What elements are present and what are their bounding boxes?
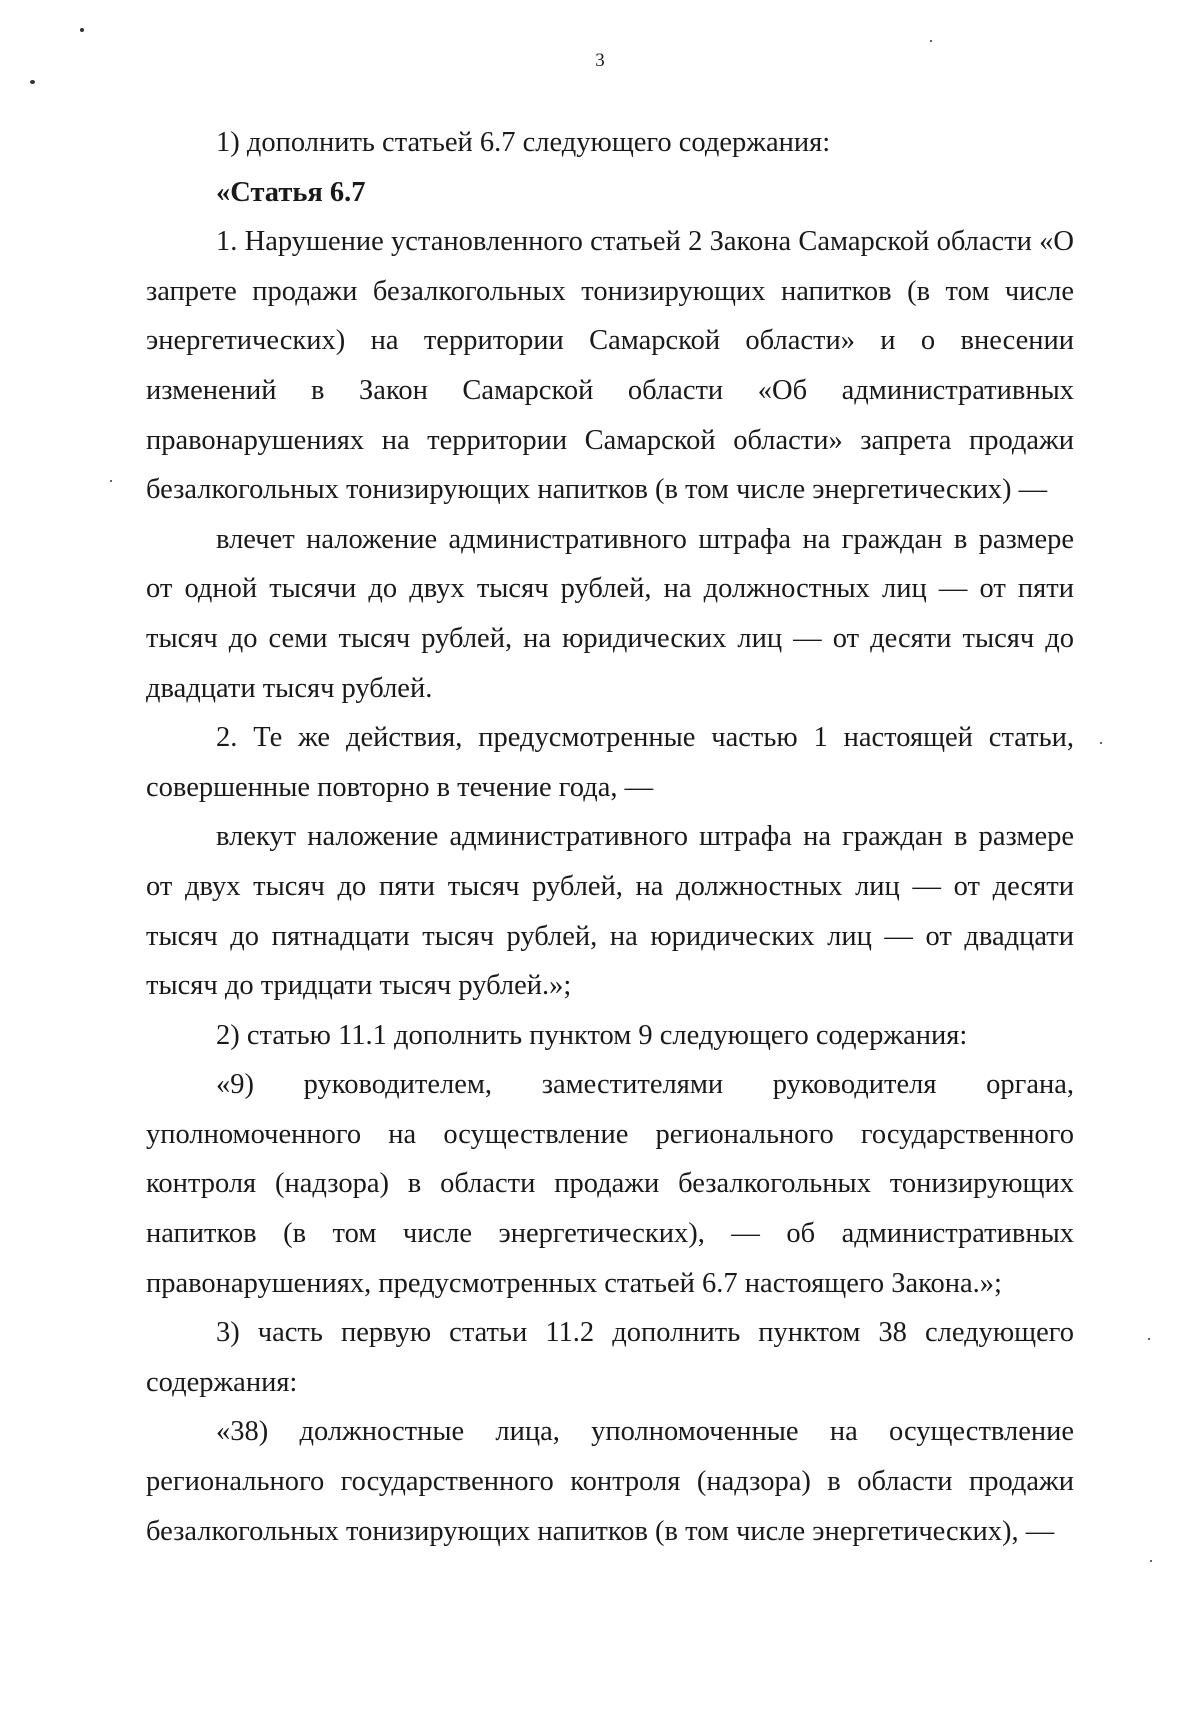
page-number: 3	[595, 50, 605, 71]
scan-speck	[1100, 742, 1102, 744]
scan-speck	[1150, 1560, 1152, 1562]
scan-speck	[30, 80, 35, 84]
document-body	[146, 118, 1074, 1556]
scan-speck	[80, 28, 84, 32]
paragraph-amendment-1: 1) дополнить статьей 6.7 следующего содержания:	[216, 127, 831, 158]
paragraph-penalty-2: влекут наложение административного штрафа на граждан в размере от двух тысяч до пяти тысяч рублей, на должностных лиц — от десяти тысяч до пятнадцати тысяч рублей, на юридических лиц — от двадцати тысяч до тридцати тысяч рублей.»;	[146, 821, 1074, 1002]
paragraph-article-part-1: 1. Нарушение установленного статьей 2 Закона Самарской области «О запрете продажи безалкогольных тонизирующих напитков (в том числе энергетических) на территории Самарской области» и о внесении изменений в Закон Самарской области «Об административных правонарушениях на территории Самарской области» запрета продажи безалкогольных тонизирующих напитков (в том числе энергетических) —	[146, 226, 1074, 506]
paragraph-amendment-3: 3) часть первую статьи 11.2 дополнить пунктом 38 следующего содержания:	[146, 1317, 1074, 1398]
scan-speck	[1148, 1338, 1150, 1340]
paragraph-item-9: «9) руководителем, заместителями руководителя органа, уполномоченного на осуществление регионального государственного контроля (надзора) в области продажи безалкогольных тонизирующих напитков (в том числе энергетических), — об административных правонарушениях, предусмотренных статьей 6.7 настоящего Закона.»;	[146, 1069, 1074, 1299]
paragraph-penalty-1: влечет наложение административного штрафа на граждан в размере от одной тысячи до двух тысяч рублей, на должностных лиц — от пяти тысяч до семи тысяч рублей, на юридических лиц — от десяти тысяч до двадцати тысяч рублей.	[146, 523, 1074, 704]
paragraph-amendment-2: 2) статью 11.1 дополнить пунктом 9 следующего содержания:	[216, 1019, 968, 1051]
scan-speck	[930, 40, 932, 42]
paragraph-item-38: «38) должностные лица, уполномоченные на осуществление регионального государственного контроля (надзора) в области продажи безалкогольных тонизирующих напитков (в том числе энергетических), —	[146, 1416, 1074, 1547]
paragraph-article-part-2: 2. Те же действия, предусмотренные частью 1 настоящей статьи, совершенные повторно в течение года, —	[146, 722, 1074, 803]
article-heading: «Статья 6.7	[216, 176, 366, 208]
scan-speck	[110, 480, 112, 482]
